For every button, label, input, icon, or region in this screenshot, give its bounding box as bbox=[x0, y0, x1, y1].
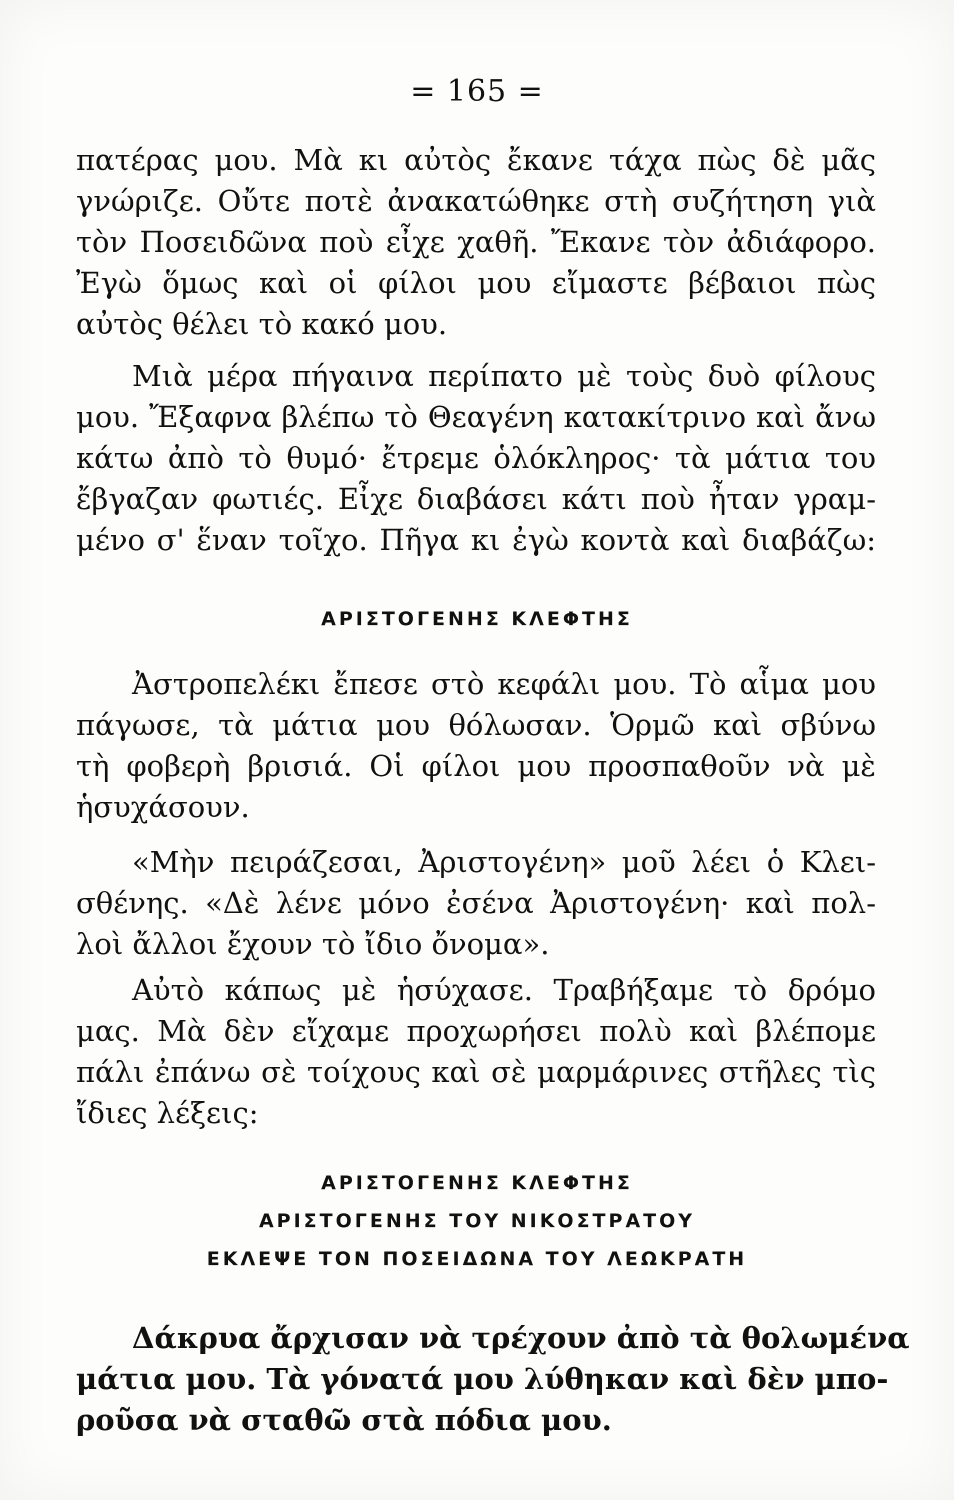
inscription-line: ΑΡΙΣΤΟΓΕΝΗΣ ΤΟΥ ΝΙΚΟΣΤΡΑΤΟΥ bbox=[258, 1210, 696, 1232]
text-line: «Μὴν πειράζεσαι, Ἀριστογένη» μοῦ λέει ὁ Κλει- bbox=[132, 845, 876, 879]
text-line: μάτια μου. Τὰ γόνατά μου λύθηκαν καὶ δὲν μπο- bbox=[76, 1362, 889, 1396]
paragraph-3 bbox=[76, 664, 876, 828]
text-line: μου. Ἔξαφνα βλέπω τὸ Θεαγένη κατακίτρινο καὶ ἄνω bbox=[76, 400, 876, 434]
text-line: Αὐτὸ κάπως μὲ ἡσύχασε. Τραβήξαμε τὸ δρόμο bbox=[132, 973, 876, 1007]
text-line: λοὶ ἄλλοι ἔχουν τὸ ἴδιο ὄνομα». bbox=[76, 927, 550, 961]
paragraph-4 bbox=[76, 842, 876, 965]
text-line: αὐτὸς θέλει τὸ κακό μου. bbox=[76, 307, 448, 341]
text-line: Δάκρυα ἄρχισαν νὰ τρέχουν ἀπὸ τὰ θολωμένα bbox=[132, 1321, 910, 1355]
text-line: ἔβγαζαν φωτιές. Εἶχε διαβάσει κάτι ποὺ ἦταν γραμ- bbox=[76, 482, 876, 516]
text-line: γνώριζε. Οὔτε ποτὲ ἀνακατώθηκε στὴ συζήτηση γιὰ bbox=[76, 184, 876, 218]
text-line: μένο σ' ἕναν τοῖχο. Πῆγα κι ἐγὼ κοντὰ καὶ διαβάζω: bbox=[76, 523, 876, 557]
text-line: Ἐγὼ ὅμως καὶ οἱ φίλοι μου εἴμαστε βέβαιοι πὼς bbox=[76, 266, 876, 300]
text-line: κάτω ἀπὸ τὸ θυμό· ἔτρεμε ὁλόκληρος· τὰ μάτια του bbox=[76, 441, 876, 475]
page-number: = 165 = bbox=[410, 74, 544, 109]
paragraph-2 bbox=[76, 356, 876, 561]
text-line: πάγωσε, τὰ μάτια μου θόλωσαν. Ὁρμῶ καὶ σβύνω bbox=[76, 708, 876, 742]
inscription-line: ΕΚΛΕΨΕ ΤΟΝ ΠΟΣΕΙΔΩΝΑ ΤΟΥ ΛΕΩΚΡΑΤΗ bbox=[206, 1248, 748, 1270]
text-line: Ἀστροπελέκι ἔπεσε στὸ κεφάλι μου. Τὸ αἷμα μου bbox=[132, 667, 876, 701]
text-line: ἡσυχάσουν. bbox=[76, 790, 250, 824]
inscription-heading: ΑΡΙΣΤΟΓΕΝΗΣ ΚΛΕΦΤΗΣ bbox=[321, 608, 633, 630]
text-line: ἴδιες λέξεις: bbox=[76, 1096, 259, 1130]
text-line: μας. Μὰ δὲν εἴχαμε προχωρήσει πολὺ καὶ βλέπομε bbox=[76, 1014, 876, 1048]
paragraph-1 bbox=[76, 140, 876, 345]
text-line: σθένης. «Δὲ λένε μόνο ἐσένα Ἀριστογένη· καὶ πολ- bbox=[76, 886, 876, 920]
text-line: τὸν Ποσειδῶνα ποὺ εἶχε χαθῆ. Ἔκανε τὸν ἀδιάφορο. bbox=[76, 225, 876, 259]
text-line: τὴ φοβερὴ βρισιά. Οἱ φίλοι μου προσπαθοῦν νὰ μὲ bbox=[76, 749, 876, 783]
text-line: πατέρας μου. Μὰ κι αὐτὸς ἔκανε τάχα πὼς δὲ μᾶς bbox=[76, 143, 876, 177]
inscription-line: ΑΡΙΣΤΟΓΕΝΗΣ ΚΛΕΦΤΗΣ bbox=[321, 1172, 633, 1194]
text-line: πάλι ἐπάνω σὲ τοίχους καὶ σὲ μαρμάρινες στῆλες τὶς bbox=[76, 1055, 876, 1089]
paragraph-5 bbox=[76, 970, 876, 1134]
text-line: Μιὰ μέρα πήγαινα περίπατο μὲ τοὺς δυὸ φίλους bbox=[132, 359, 876, 393]
text-line: ροῦσα νὰ σταθῶ στὰ πόδια μου. bbox=[76, 1403, 612, 1437]
paragraph-6 bbox=[76, 1318, 910, 1441]
